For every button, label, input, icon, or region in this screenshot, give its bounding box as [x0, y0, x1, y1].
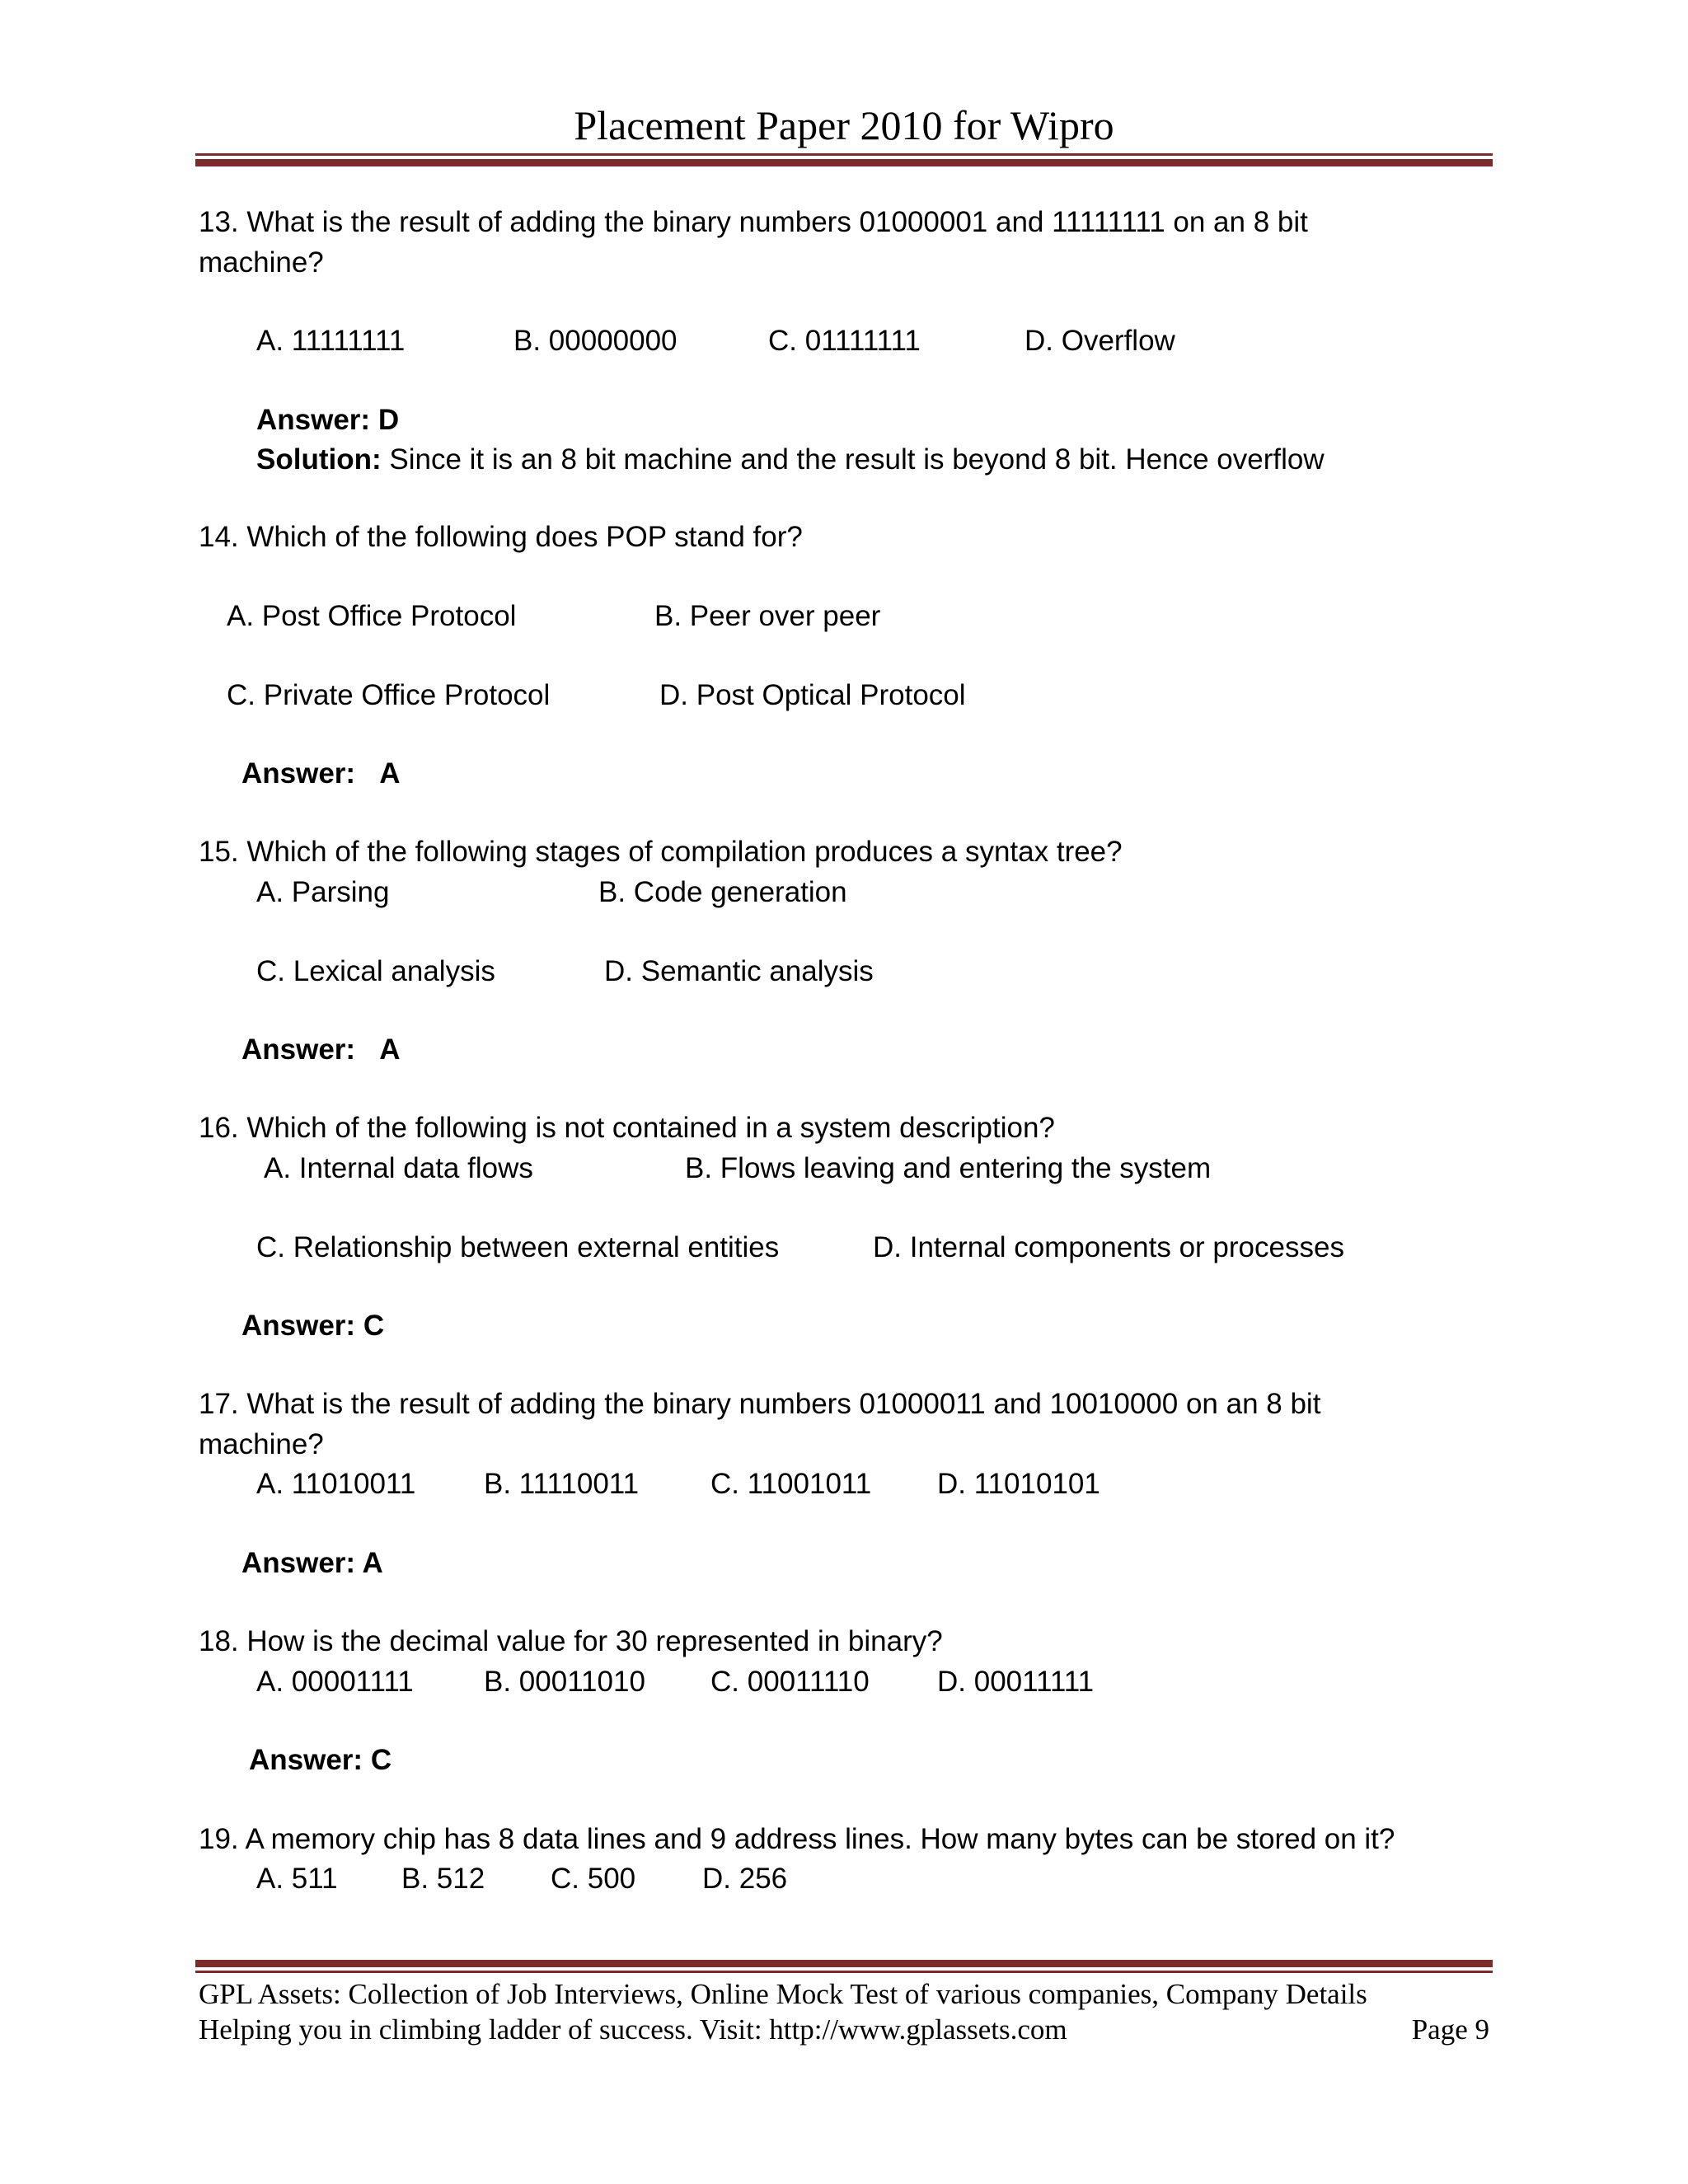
question-13-text-cont: machine? [199, 246, 324, 279]
question-13-option-b: B. 00000000 [513, 325, 678, 357]
answer-label: Answer: [241, 1310, 356, 1342]
question-13-text: 13. What is the result of adding the binary numbers 01000001 and 11111111 on an 8 bit [199, 206, 1308, 238]
question-18-option-b: B. 00011010 [484, 1666, 645, 1698]
page-number: Page 9 [1411, 2013, 1489, 2046]
answer-value: A [362, 1547, 383, 1579]
footer-divider [195, 1960, 1493, 1973]
question-18-option-a: A. 00001111 [256, 1666, 414, 1698]
question-15-option-b: B. Code generation [598, 876, 847, 908]
question-13-solution [256, 440, 1325, 480]
solution-text: Since it is an 8 bit machine and the result is beyond 8 bit. Hence overflow [389, 443, 1325, 476]
question-15-text: 15. Which of the following stages of compilation produces a syntax tree? [199, 836, 1123, 868]
answer-label: Answer: [249, 1744, 363, 1776]
question-19-option-b: B. 512 [401, 1863, 485, 1895]
question-17-answer [241, 1544, 383, 1583]
question-14-option-a: A. Post Office Protocol [227, 600, 517, 632]
header-divider [195, 153, 1493, 166]
footer-line-1: GPL Assets: Collection of Job Interviews, Online Mock Test of various companies, Company Details [199, 1978, 1367, 2010]
question-14-option-b: B. Peer over peer [654, 600, 881, 632]
question-13-option-c: C. 01111111 [768, 325, 921, 357]
question-17-option-b: B. 11110011 [484, 1468, 640, 1500]
question-17-option-c: C. 11001011 [710, 1468, 872, 1500]
question-13-answer [256, 401, 399, 440]
question-13-option-d: D. Overflow [1025, 325, 1175, 357]
question-15-option-c: C. Lexical analysis [256, 955, 495, 987]
question-16-option-d: D. Internal components or processes [873, 1231, 1344, 1263]
footer-line-2: Helping you in climbing ladder of success. Visit: http://www.gplassets.com [199, 2013, 1067, 2046]
answer-value: D [377, 404, 400, 436]
answer-label: Answer: [241, 1547, 356, 1579]
answer-label: Answer: [241, 757, 356, 790]
question-14-answer [241, 754, 401, 794]
question-18-answer [249, 1741, 392, 1780]
answer-label: Answer: [241, 1033, 356, 1066]
question-17-option-d: D. 11010101 [937, 1468, 1100, 1500]
question-16-answer [241, 1306, 384, 1346]
solution-label: Solution: [256, 443, 382, 476]
question-19-text: 19. A memory chip has 8 data lines and 9 address lines. How many bytes can be stored on it? [199, 1823, 1395, 1855]
question-16-option-c: C. Relationship between external entities [256, 1231, 780, 1263]
page-header-title: Placement Paper 2010 for Wipro [574, 102, 1114, 148]
question-17-text-cont: machine? [199, 1428, 324, 1460]
question-18-option-d: D. 00011111 [937, 1666, 1095, 1698]
question-19-option-d: D. 256 [702, 1863, 788, 1895]
question-15-option-d: D. Semantic analysis [604, 955, 874, 987]
question-14-option-c: C. Private Office Protocol [227, 679, 551, 711]
answer-label: Answer: [256, 404, 371, 436]
question-18-text: 18. How is the decimal value for 30 represented in binary? [199, 1625, 943, 1657]
answer-value: A [379, 1033, 401, 1066]
question-14-option-d: D. Post Optical Protocol [659, 679, 966, 711]
question-19-option-c: C. 500 [551, 1863, 636, 1895]
question-16-option-b: B. Flows leaving and entering the system [685, 1152, 1212, 1184]
question-15-option-a: A. Parsing [256, 876, 390, 908]
question-13-option-a: A. 11111111 [256, 325, 406, 357]
question-17-text: 17. What is the result of adding the binary numbers 01000011 and 10010000 on an 8 bit [199, 1388, 1321, 1420]
question-14-text: 14. Which of the following does POP stand for? [199, 521, 803, 553]
question-16-text: 16. Which of the following is not contained in a system description? [199, 1112, 1055, 1144]
question-18-option-c: C. 00011110 [710, 1666, 870, 1698]
answer-value: A [379, 757, 401, 790]
question-17-option-a: A. 11010011 [256, 1468, 416, 1500]
question-15-answer [241, 1030, 401, 1070]
question-19-option-a: A. 511 [256, 1863, 338, 1895]
answer-value: C [370, 1744, 392, 1776]
question-16-option-a: A. Internal data flows [264, 1152, 533, 1184]
answer-value: C [363, 1310, 385, 1342]
